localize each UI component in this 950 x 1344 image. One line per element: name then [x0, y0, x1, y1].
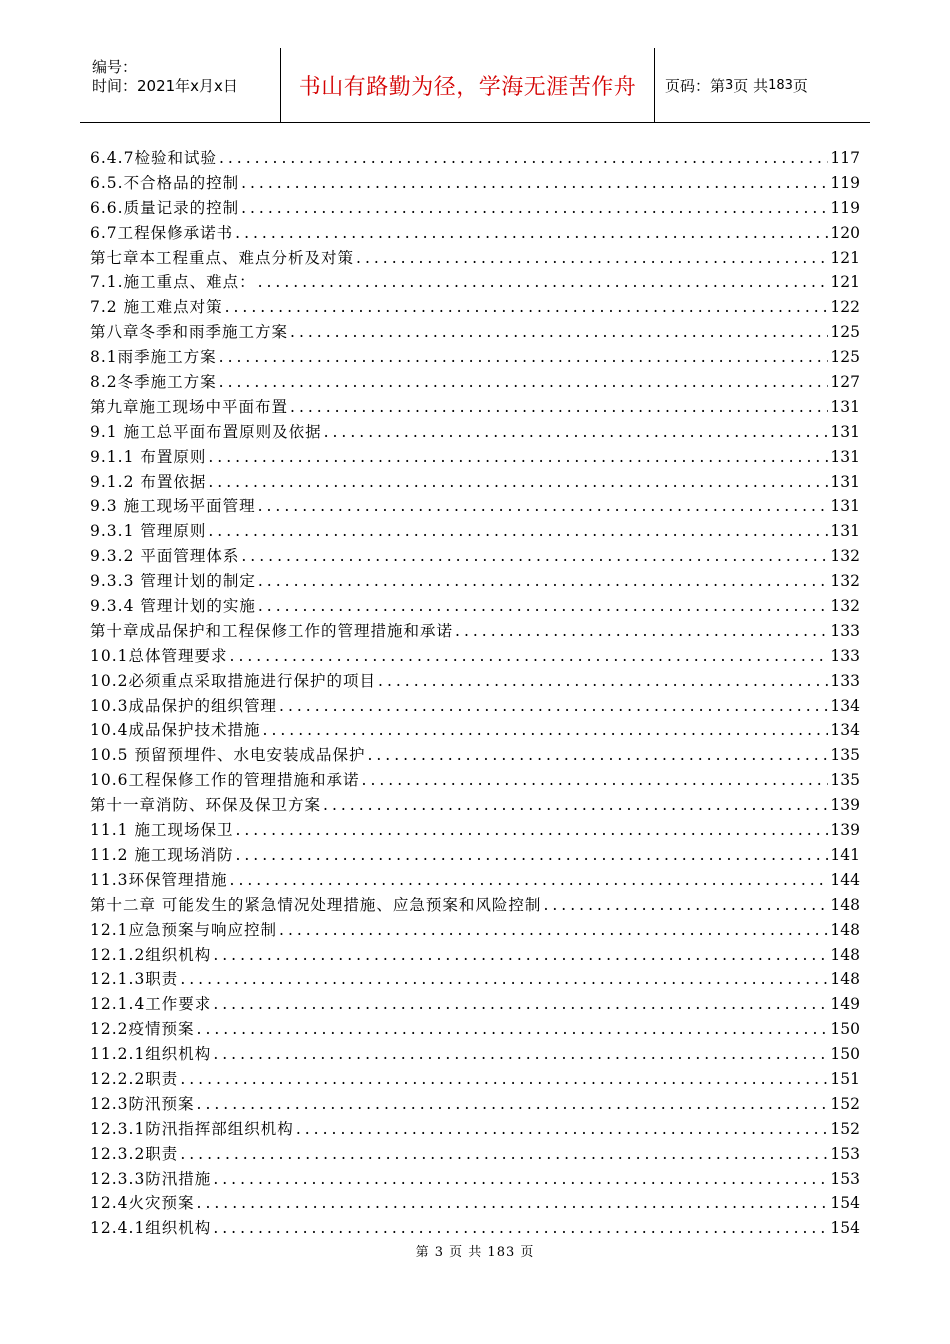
toc-entry-page: 131: [830, 497, 860, 516]
toc-dot-leader: [180, 1067, 828, 1092]
toc-dot-leader: [356, 246, 828, 271]
toc-dot-leader: [455, 619, 828, 644]
toc-dot-leader: [296, 1117, 829, 1142]
toc-entry[interactable]: [90, 768, 860, 793]
toc-dot-leader: [230, 868, 829, 893]
toc-entry-page: 131: [830, 422, 860, 441]
toc-entry-page: 139: [830, 796, 860, 815]
toc-entry-page: 133: [830, 646, 860, 665]
toc-entry-title: 第十章成品保护和工程保修工作的管理措施和承诺: [90, 621, 454, 640]
toc-entry[interactable]: [90, 1017, 860, 1042]
toc-entry-title: 10.1总体管理要求: [90, 646, 228, 665]
toc-dot-leader: [543, 893, 828, 918]
toc-entry[interactable]: [90, 718, 860, 743]
page-prefix: 页码：第: [665, 76, 726, 95]
toc-dot-leader: [258, 494, 829, 519]
toc-entry-title: 10.4成品保护技术措施: [90, 721, 261, 740]
header-meta: [80, 48, 281, 122]
toc-entry-page: 139: [830, 821, 860, 840]
toc-entry[interactable]: [90, 1092, 860, 1117]
toc-entry-page: 153: [830, 1169, 860, 1188]
document-number-label: 编号：: [92, 58, 138, 76]
toc-dot-leader: [367, 743, 828, 768]
toc-entry-title: 7.2 施工难点对策: [90, 298, 223, 317]
toc-entry-title: 10.3成品保护的组织管理: [90, 696, 278, 715]
toc-entry-page: 134: [830, 721, 860, 740]
toc-entry-page: 151: [830, 1069, 860, 1088]
toc-entry-title: 6.6.质量记录的控制: [90, 198, 240, 217]
toc-entry-title: 12.3防汛预案: [90, 1094, 195, 1113]
toc-entry[interactable]: [90, 1067, 860, 1092]
toc-entry-page: 148: [830, 895, 860, 914]
toc-entry-title: 第十一章消防、环保及保卫方案: [90, 796, 322, 815]
toc-entry-page: 119: [830, 198, 860, 217]
toc-entry[interactable]: [90, 395, 860, 420]
toc-dot-leader: [213, 943, 828, 968]
toc-entry-title: 10.5 预留预埋件、水电安装成品保护: [90, 746, 366, 765]
toc-entry-page: 148: [830, 970, 860, 989]
toc-entry-page: 120: [830, 223, 860, 242]
toc-dot-leader: [208, 519, 828, 544]
toc-entry[interactable]: [90, 246, 860, 271]
toc-entry[interactable]: [90, 345, 860, 370]
toc-dot-leader: [241, 171, 828, 196]
toc-entry-title: 9.1.2 布置依据: [90, 472, 207, 491]
toc-entry[interactable]: [90, 420, 860, 445]
toc-dot-leader: [219, 345, 829, 370]
toc-entry[interactable]: [90, 494, 860, 519]
toc-entry-title: 10.2必须重点采取措施进行保护的项目: [90, 671, 377, 690]
toc-entry-title: 9.3.4 管理计划的实施: [90, 597, 256, 616]
toc-entry[interactable]: [90, 992, 860, 1017]
page-header: [80, 48, 870, 123]
toc-entry[interactable]: [90, 1167, 860, 1192]
toc-dot-leader: [290, 320, 828, 345]
toc-dot-leader: [180, 1142, 828, 1167]
toc-entry-page: 132: [830, 547, 860, 566]
toc-entry-page: 121: [830, 273, 860, 292]
toc-entry[interactable]: [90, 818, 860, 843]
toc-entry-title: 11.1 施工现场保卫: [90, 821, 234, 840]
page-mid: 页 共: [733, 76, 769, 95]
toc-entry-page: 127: [830, 373, 860, 392]
page-footer: 第 3 页 共 183 页: [415, 1245, 535, 1260]
toc-entry-title: 12.3.3防汛措施: [90, 1169, 212, 1188]
toc-dot-leader: [197, 1017, 829, 1042]
toc-entry[interactable]: [90, 1117, 860, 1142]
toc-entry[interactable]: [90, 1042, 860, 1067]
toc-entry[interactable]: [90, 1142, 860, 1167]
toc-entry-page: 135: [830, 771, 860, 790]
toc-entry-title: 12.2疫情预案: [90, 1020, 195, 1039]
toc-entry[interactable]: [90, 295, 860, 320]
toc-entry-page: 133: [830, 621, 860, 640]
toc-entry-title: 6.7工程保修承诺书: [90, 223, 234, 242]
toc-entry[interactable]: [90, 171, 860, 196]
toc-dot-leader: [235, 818, 828, 843]
toc-entry-page: 152: [830, 1094, 860, 1113]
toc-entry-page: 131: [830, 522, 860, 541]
toc-entry-page: 125: [830, 323, 860, 342]
toc-entry-title: 9.1 施工总平面布置原则及依据: [90, 422, 322, 441]
toc-entry-title: 第十二章 可能发生的紧急情况处理措施、应急预案和风险控制: [90, 895, 542, 914]
header-page-info: [655, 48, 870, 122]
toc-entry-page: 131: [830, 472, 860, 491]
toc-entry-page: 154: [830, 1219, 860, 1238]
toc-entry-page: 132: [830, 597, 860, 616]
toc-entry[interactable]: [90, 967, 860, 992]
toc-entry-page: 122: [830, 298, 860, 317]
toc-entry-title: 12.1.4工作要求: [90, 995, 212, 1014]
toc-entry-page: 150: [830, 1045, 860, 1064]
toc-entry[interactable]: [90, 743, 860, 768]
toc-entry[interactable]: [90, 1216, 860, 1241]
toc-entry-page: 148: [830, 920, 860, 939]
toc-entry[interactable]: [90, 270, 860, 295]
toc-entry[interactable]: [90, 694, 860, 719]
toc-entry[interactable]: [90, 470, 860, 495]
toc-entry-page: 133: [830, 671, 860, 690]
toc-dot-leader: [180, 967, 828, 992]
toc-entry-page: 150: [830, 1020, 860, 1039]
toc-dot-leader: [258, 569, 829, 594]
toc-entry-page: 153: [830, 1144, 860, 1163]
toc-dot-leader: [213, 1042, 828, 1067]
toc-entry[interactable]: [90, 644, 860, 669]
toc-entry-title: 12.1.3职责: [90, 970, 179, 989]
toc-entry[interactable]: [90, 519, 860, 544]
toc-entry-title: 11.3环保管理措施: [90, 870, 228, 889]
toc-entry-title: 9.3.2 平面管理体系: [90, 547, 240, 566]
toc-dot-leader: [208, 445, 828, 470]
document-time: 时间：2021年x月x日: [92, 77, 238, 95]
header-motto: 书山有路勤为径，学海无涯苦作舟: [281, 48, 655, 122]
toc-entry-page: 144: [830, 870, 860, 889]
toc-dot-leader: [323, 793, 828, 818]
toc-dot-leader: [258, 594, 829, 619]
toc-entry-title: 12.3.1防汛指挥部组织机构: [90, 1119, 294, 1138]
toc-entry-title: 11.2.1组织机构: [90, 1045, 212, 1064]
toc-entry[interactable]: [90, 793, 860, 818]
toc-dot-leader: [225, 295, 829, 320]
toc-entry[interactable]: [90, 1191, 860, 1216]
toc-entry[interactable]: [90, 918, 860, 943]
toc-entry-page: 154: [830, 1194, 860, 1213]
toc-entry-title: 9.3.1 管理原则: [90, 522, 207, 541]
toc-entry[interactable]: [90, 445, 860, 470]
toc-entry-title: 12.1.2组织机构: [90, 945, 212, 964]
toc-dot-leader: [208, 470, 828, 495]
toc-entry[interactable]: [90, 370, 860, 395]
toc-entry-page: 149: [830, 995, 860, 1014]
toc-entry-title: 8.1雨季施工方案: [90, 348, 217, 367]
table-of-contents: [90, 146, 860, 1241]
toc-entry[interactable]: [90, 146, 860, 171]
toc-entry-title: 第八章冬季和雨季施工方案: [90, 323, 289, 342]
toc-entry-page: 125: [830, 348, 860, 367]
toc-dot-leader: [362, 768, 829, 793]
toc-entry-page: 119: [830, 173, 860, 192]
toc-dot-leader: [197, 1092, 829, 1117]
toc-entry-page: 131: [830, 397, 860, 416]
toc-entry-title: 6.5.不合格品的控制: [90, 173, 240, 192]
toc-dot-leader: [241, 544, 828, 569]
toc-entry-page: 152: [830, 1119, 860, 1138]
toc-entry-page: 134: [830, 696, 860, 715]
toc-dot-leader: [258, 270, 829, 295]
toc-entry[interactable]: [90, 843, 860, 868]
toc-entry-title: 9.3.3 管理计划的制定: [90, 572, 256, 591]
toc-dot-leader: [279, 694, 828, 719]
toc-dot-leader: [197, 1191, 829, 1216]
toc-entry-title: 11.2 施工现场消防: [90, 845, 234, 864]
toc-dot-leader: [219, 370, 829, 395]
toc-dot-leader: [290, 395, 828, 420]
toc-entry[interactable]: [90, 320, 860, 345]
toc-entry[interactable]: [90, 196, 860, 221]
toc-dot-leader: [235, 843, 828, 868]
toc-entry-title: 7.1.施工重点、难点：: [90, 273, 256, 292]
toc-dot-leader: [378, 669, 828, 694]
toc-dot-leader: [235, 221, 828, 246]
toc-entry-page: 132: [830, 572, 860, 591]
toc-entry-title: 第七章本工程重点、难点分析及对策: [90, 248, 355, 267]
toc-entry[interactable]: [90, 868, 860, 893]
page-total: 183: [768, 77, 793, 93]
toc-entry-page: 117: [830, 149, 860, 167]
toc-dot-leader: [279, 918, 828, 943]
toc-dot-leader: [324, 420, 829, 445]
toc-entry[interactable]: [90, 594, 860, 619]
toc-dot-leader: [241, 196, 828, 221]
toc-entry-title: 10.6工程保修工作的管理措施和承诺: [90, 771, 360, 790]
toc-entry-title: 第九章施工现场中平面布置: [90, 397, 289, 416]
toc-entry[interactable]: [90, 544, 860, 569]
toc-entry[interactable]: [90, 943, 860, 968]
toc-entry-title: 12.4火灾预案: [90, 1194, 195, 1213]
toc-entry[interactable]: [90, 893, 860, 918]
toc-entry[interactable]: [90, 221, 860, 246]
toc-entry[interactable]: [90, 669, 860, 694]
toc-entry-title: 8.2冬季施工方案: [90, 373, 217, 392]
toc-entry[interactable]: [90, 569, 860, 594]
toc-entry-title: 12.4.1组织机构: [90, 1219, 212, 1238]
toc-entry-title: 9.1.1 布置原则: [90, 447, 207, 466]
toc-dot-leader: [213, 992, 828, 1017]
page-suffix: 页: [792, 76, 808, 95]
toc-entry[interactable]: [90, 619, 860, 644]
toc-dot-leader: [263, 718, 829, 743]
toc-dot-leader: [230, 644, 829, 669]
toc-entry-page: 141: [830, 845, 860, 864]
toc-entry-page: 135: [830, 746, 860, 765]
toc-dot-leader: [213, 1216, 828, 1241]
toc-entry-page: 131: [830, 447, 860, 466]
toc-entry-title: 6.4.7检验和试验: [90, 149, 217, 167]
toc-entry-page: 121: [830, 248, 860, 267]
toc-entry-title: 9.3 施工现场平面管理: [90, 497, 256, 516]
toc-entry-title: 12.2.2职责: [90, 1069, 179, 1088]
toc-dot-leader: [219, 146, 828, 171]
toc-entry-title: 12.3.2职责: [90, 1144, 179, 1163]
toc-dot-leader: [213, 1167, 828, 1192]
toc-entry-title: 12.1应急预案与响应控制: [90, 920, 278, 939]
toc-entry-page: 148: [830, 945, 860, 964]
page-current: 3: [725, 77, 734, 93]
